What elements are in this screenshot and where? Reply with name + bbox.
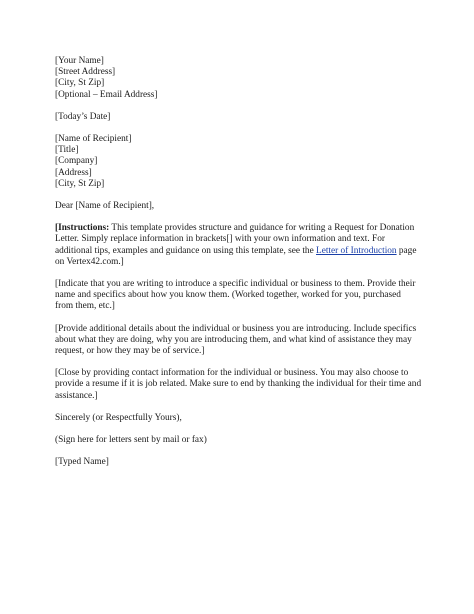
signature-note: (Sign here for letters sent by mail or fax) xyxy=(55,435,207,446)
body-paragraph-closing xyxy=(55,368,425,402)
sender-name: [Your Name] xyxy=(55,56,104,66)
paragraph-line: from them, etc.] xyxy=(55,301,115,312)
paragraph-line: assistance.] xyxy=(55,390,98,401)
paragraph-line: [Provide additional details about the individual or business you are introducing. Include specifics xyxy=(55,323,417,334)
paragraph-line: name and specifics about how you know them. (Worked together, worked for you, purchased xyxy=(55,290,401,301)
paragraph-line: request, or how they may be of service.] xyxy=(55,346,205,357)
letter-date: [Today’s Date] xyxy=(55,111,111,122)
instructions-line xyxy=(55,246,425,257)
recipient-company: [Company] xyxy=(55,156,98,167)
paragraph-line: [Close by providing contact information for the individual or business. You may also choose to xyxy=(55,368,409,379)
instructions-paragraph xyxy=(55,223,425,268)
salutation-block xyxy=(55,201,425,212)
instructions-line: on Vertex42.com.] xyxy=(55,256,124,267)
letter-page xyxy=(55,56,425,479)
paragraph-line: [Indicate that you are writing to introduce a specific individual or business to them. Provide their xyxy=(55,279,416,290)
recipient-address-block xyxy=(55,134,425,190)
instructions-label: [Instructions: xyxy=(55,223,110,234)
recipient-name: [Name of Recipient] xyxy=(55,134,132,145)
recipient-city: [City, St Zip] xyxy=(55,178,105,189)
sender-address-block xyxy=(55,56,425,101)
signature-block xyxy=(55,435,425,446)
closing: Sincerely (or Respectfully Yours), xyxy=(55,412,182,423)
closing-block xyxy=(55,413,425,424)
typed-name-block xyxy=(55,457,425,468)
instructions-text: page xyxy=(396,245,417,256)
paragraph-line: provide a resume if it is job related. Make sure to end by thanking the individual for their time and xyxy=(55,379,422,390)
instructions-text: additional tips, examples and guidance on using this template, see the xyxy=(55,245,317,256)
instructions-text: This template provides structure and guidance for writing a Request for Donation xyxy=(109,223,415,234)
recipient-title: [Title] xyxy=(55,145,79,156)
body-paragraph-introduction xyxy=(55,279,425,313)
date-block xyxy=(55,112,425,123)
instructions-line xyxy=(55,223,425,234)
body-paragraph-details xyxy=(55,324,425,358)
instructions-line: Letter. Simply replace information in brackets[] with your own information and text. For xyxy=(55,234,385,245)
sender-email: [Optional – Email Address] xyxy=(55,89,158,100)
sender-street: [Street Address] xyxy=(55,67,116,78)
salutation: Dear [Name of Recipient], xyxy=(55,201,155,212)
letter-of-introduction-link[interactable]: Letter of Introduction xyxy=(316,245,397,256)
typed-name: [Typed Name] xyxy=(55,457,109,468)
paragraph-line: about what they are doing, why you are introducing them, and what kind of assistance they may xyxy=(55,334,412,345)
recipient-address: [Address] xyxy=(55,167,92,178)
sender-city: [City, St Zip] xyxy=(55,78,105,89)
